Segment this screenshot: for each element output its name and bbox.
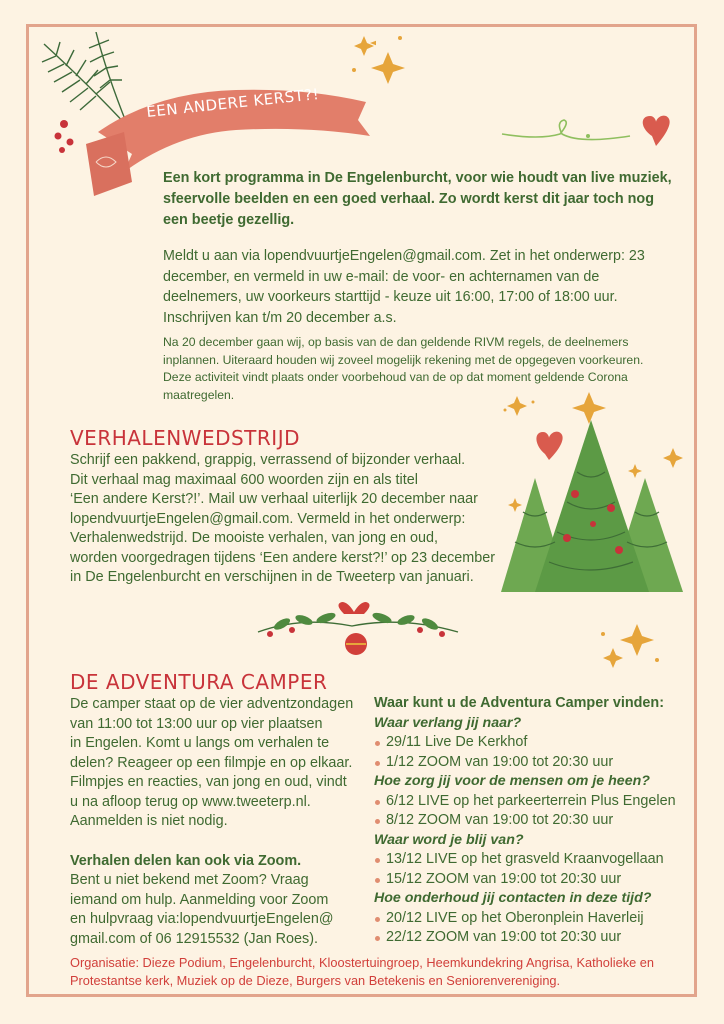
- schedule-item: 20/12 LIVE op het Oberonplein Haverleij: [374, 909, 694, 929]
- verhalen-line: lopendvuurtjeEngelen@gmail.com. Vermeld in het onderwerp:: [70, 510, 466, 527]
- pine-branch-icon: [42, 32, 128, 127]
- heart-icon: [536, 432, 562, 460]
- verhalen-line: in De Engelenburcht en verschijnen in de Tweeterp van januari.: [70, 569, 474, 585]
- intro-signup: Meldt u aan via lopendvuurtjeEngelen@gmail.com. Zet in het onderwerp: 23 december, en vermeld in uw e-mail: de voor- en achternamen van de deelnemers, uw voorkeurs starttijd - keuze uit 16:00, 17:00 of 18:00 uur. Inschrijven kan t/m 20 december a.s.: [163, 248, 645, 326]
- verhalen-line: worden voorgedragen tijdens ‘Een andere kerst?!’ op 23 december: [70, 549, 496, 566]
- camper-line: u na afloop terug op www.tweeterp.nl.: [70, 793, 311, 810]
- camper-line: in Engelen. Komt u langs om verhalen te: [70, 735, 330, 751]
- schedule-question: Waar word je blij van?: [374, 831, 524, 848]
- schedule-item: 6/12 LIVE op het parkeerterrein Plus Engelen: [374, 792, 694, 812]
- verhalen-heading: VERHALENWEDSTRIJD: [70, 426, 300, 450]
- camper-line: delen? Reageer op een filmpje en op elkaar.: [70, 754, 353, 771]
- intro-lead: Een kort programma in De Engelenburcht, voor wie houdt van live muziek, sfeervolle beelden en een goed verhaal. Zo wordt kerst dit jaar toch nog een beetje gezellig.: [163, 170, 672, 228]
- schedule-item: 29/11 Live De Kerkhof: [374, 733, 694, 753]
- banner-title: EEN ANDERE KERST?!: [145, 84, 320, 122]
- organisation-footer: [70, 954, 670, 990]
- zoom-heading: Verhalen delen kan ook via Zoom.: [70, 852, 302, 869]
- camper-line: Filmpjes en reacties, van jong en oud, vindt: [70, 774, 347, 790]
- verhalen-line: Schrijf een pakkend, grappig, verrassend of bijzonder verhaal.: [70, 452, 466, 468]
- stars-icon: [350, 30, 410, 85]
- camper-section: [70, 670, 370, 949]
- schedule-list: [374, 733, 694, 772]
- zoom-line: iemand om hulp. Aanmelding voor Zoom: [70, 891, 329, 908]
- verhalen-section: [70, 426, 510, 588]
- schedule-section: [374, 694, 694, 948]
- verhalen-line: ‘Een andere Kerst?!’. Mail uw verhaal uiterlijk 20 december naar: [70, 491, 478, 507]
- stars-icon: [595, 620, 665, 670]
- footer-line: Organisatie: Dieze Podium, Engelenburcht, Kloostertuingroep, Heemkundekring Angrisa, Katholieke en: [70, 955, 655, 970]
- schedule-item: 13/12 LIVE op het grasveld Kraanvogellaan: [374, 850, 694, 870]
- zoom-line: Bent u niet bekend met Zoom? Vraag: [70, 872, 309, 888]
- christmas-trees-illustration: [495, 392, 690, 607]
- verhalen-line: Verhalenwedstrijd. De mooiste verhalen, van jong en oud,: [70, 530, 438, 546]
- camper-line: van 11:00 tot 13:00 uur op vier plaatsen: [70, 715, 323, 732]
- zoom-line: en hulpvraag via:lopendvuurtjeEngelen@: [70, 911, 334, 927]
- schedule-question: Hoe zorg jij voor de mensen om je heen?: [374, 773, 650, 789]
- schedule-question: Hoe onderhoud jij contacten in deze tijd?: [374, 890, 652, 906]
- intro-note: Na 20 december gaan wij, op basis van de dan geldende RIVM regels, de deelnemers inplannen. Uiteraard houden wij zoveel mogelijk rekening met de opgegeven voorkeuren. Deze activiteit vindt plaats onder voorbehoud van de op dat moment geldende Corona maatregelen.: [163, 335, 644, 402]
- zoom-line: gmail.com of 06 12915532 (Jan Roes).: [70, 930, 318, 947]
- star-icon: [572, 392, 606, 424]
- squiggle-heart-icon: [500, 110, 675, 155]
- schedule-question: Waar verlang jij naar?: [374, 714, 522, 731]
- schedule-item: 1/12 ZOOM van 19:00 tot 20:30 uur: [374, 753, 694, 773]
- schedule-heading: Waar kunt u de Adventura Camper vinden:: [374, 695, 664, 711]
- camper-line: Aanmelden is niet nodig.: [70, 813, 228, 829]
- schedule-list: [374, 850, 694, 889]
- camper-line: De camper staat op de vier adventzondagen: [70, 696, 354, 712]
- schedule-list: [374, 909, 694, 948]
- berries-icon: [55, 120, 74, 153]
- schedule-list: [374, 792, 694, 831]
- camper-heading: DE ADVENTURA CAMPER: [70, 670, 328, 694]
- schedule-item: 22/12 ZOOM van 19:00 tot 20:30 uur: [374, 928, 694, 948]
- schedule-item: 8/12 ZOOM van 19:00 tot 20:30 uur: [374, 811, 694, 831]
- holly-garland-icon: [252, 600, 464, 662]
- schedule-item: 15/12 ZOOM van 19:00 tot 20:30 uur: [374, 870, 694, 890]
- verhalen-line: Dit verhaal mag maximaal 600 woorden zijn en als titel: [70, 471, 418, 488]
- footer-line: Protestantse kerk, Muziek op de Dieze, Burgers van Betekenis en Seniorenvereniging.: [70, 973, 561, 988]
